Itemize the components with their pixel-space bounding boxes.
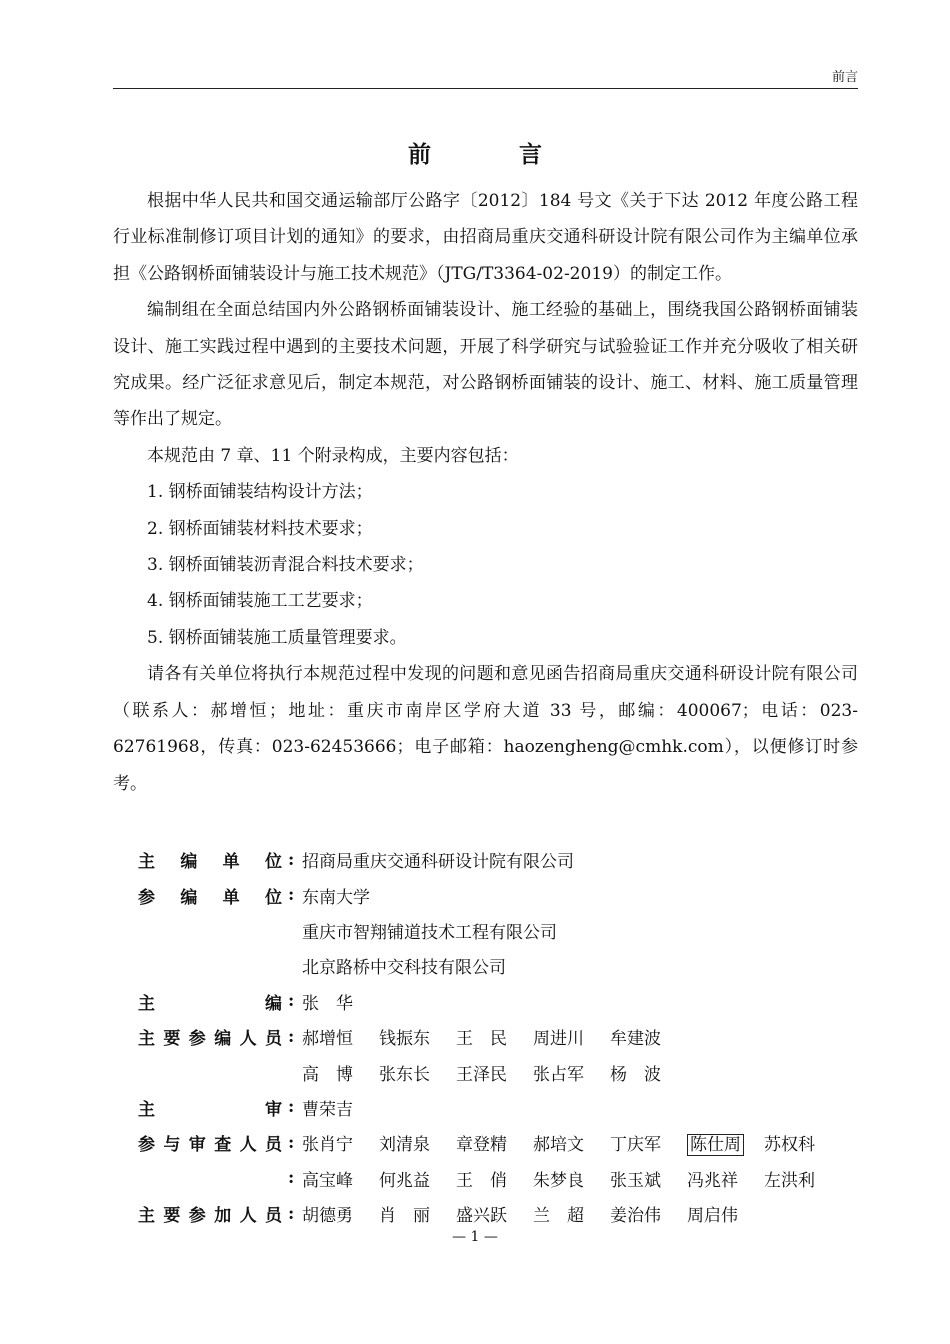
credit-label: 主要参编人员: [138, 1029, 282, 1050]
credit-label: 主要参加人员: [138, 1206, 282, 1227]
credit-row-participants: 主要参加人员 : 胡德勇 肖 丽 盛兴跃 兰 超 姜治伟 周启伟: [138, 1196, 858, 1231]
person-name: 姜治伟: [610, 1206, 661, 1227]
person-name: 张占军: [533, 1064, 584, 1085]
person-name: 郝培文: [533, 1135, 584, 1156]
body-text: [113, 183, 858, 802]
list-item: 4. 钢桥面铺装施工工艺要求；: [147, 591, 373, 612]
person-name: 高 博: [302, 1064, 353, 1085]
credit-row-chief-editor: 主编 : 张 华: [138, 984, 858, 1019]
credit-row-reviewers: 参与审查人员 : 张肖宁 刘清泉 章登精 郝培文 丁庆军 陈仕周 苏权科: [138, 1125, 858, 1160]
person-name: 张东长: [379, 1064, 430, 1085]
credit-row-participating-units: 参编单位 : 东南大学: [138, 877, 858, 912]
person-name: 章登精: [456, 1135, 507, 1156]
person-name: 何兆益: [379, 1170, 430, 1191]
credit-label: 主审: [138, 1099, 282, 1120]
person-name: 胡德勇: [302, 1206, 353, 1227]
credit-value: 招商局重庆交通科研设计院有限公司: [302, 852, 574, 873]
person-name: 兰 超: [533, 1206, 584, 1227]
paragraph-contact: 请各有关单位将执行本规范过程中发现的问题和意见函告招商局重庆交通科研设计院有限公司（联系人：郝增恒；地址：重庆市南岸区学府大道 33 号，邮编：400067；电话：023-62761968，传真：023-62453666；电子邮箱：haozengheng@cmhk.com），以便修订时参考。: [113, 664, 858, 794]
person-name: 王 民: [456, 1029, 507, 1050]
person-name: 高宝峰: [302, 1170, 353, 1191]
person-name: 牟建波: [610, 1029, 661, 1050]
person-name: 左洪利: [764, 1170, 815, 1191]
credit-value: 张 华: [302, 993, 353, 1014]
credit-value: 重庆市智翔铺道技术工程有限公司: [302, 922, 557, 943]
person-name: 张玉斌: [610, 1170, 661, 1191]
credits-block: 主编单位 : 招商局重庆交通科研设计院有限公司 参编单位 : 东南大学 重庆市智翔铺道技术工程有限公司 北京路桥中交科技有限公司 主编 : 张 华 主要参编人员 : 郝增恒 钱振东 王 民 周进川 牟建波 高 博 张东长 王泽民 张占军 杨 波 主审 : 曹荣吉 参与审查人员 : 张肖宁 刘清泉 章登精 郝培文 丁庆军 陈仕周 苏权科 : 高宝峰 何兆益 王 俏 朱梦良 张玉斌 冯兆祥 左洪利 主要参加人员 : 胡德勇 肖 丽 盛兴跃 兰 超 姜治伟 周启伟: [138, 842, 858, 1231]
credit-row-chief-reviewer: 主审 : 曹荣吉: [138, 1090, 858, 1125]
person-name: 钱振东: [379, 1029, 430, 1050]
person-name: 丁庆军: [610, 1135, 661, 1156]
credit-label: 主编单位: [138, 852, 282, 873]
list-item: 5. 钢桥面铺装施工质量管理要求。: [147, 627, 407, 648]
person-name: 周启伟: [687, 1206, 738, 1227]
credit-row-main-editors: 主要参编人员 : 郝增恒 钱振东 王 民 周进川 牟建波: [138, 1019, 858, 1054]
credit-value: 北京路桥中交科技有限公司: [302, 958, 506, 979]
credit-value: 东南大学: [302, 887, 370, 908]
page-title: 前 言: [407, 142, 582, 168]
list-item: 2. 钢桥面铺装材料技术要求；: [147, 518, 373, 539]
paragraph-compilation: 编制组在全面总结国内外公路钢桥面铺装设计、施工经验的基础上，围绕我国公路钢桥面铺装设计、施工实践过程中遇到的主要技术问题，开展了科学研究与试验验证工作并充分吸收了相关研究成果。经广泛征求意见后，制定本规范，对公路钢桥面铺装的设计、施工、材料、施工质量管理等作出了规定。: [113, 300, 858, 430]
person-name: 王 俏: [456, 1170, 507, 1191]
header-rule: [113, 88, 858, 89]
paragraph-basis: 根据中华人民共和国交通运输部厅公路字〔2012〕184 号文《关于下达 2012 年度公路工程行业标准制修订项目计划的通知》的要求，由招商局重庆交通科研设计院有限公司作为主编单位承担《公路钢桥面铺装设计与施工技术规范》（JTG/T3364-02-2019）的制定工作。: [113, 191, 858, 284]
person-name-boxed: 陈仕周: [687, 1134, 744, 1156]
person-name: 郝增恒: [302, 1029, 353, 1050]
person-name: 肖 丽: [379, 1206, 430, 1227]
paragraph-structure: 本规范由 7 章、11 个附录构成，主要内容包括：: [147, 445, 519, 466]
person-name: 朱梦良: [533, 1170, 584, 1191]
list-item: 3. 钢桥面铺装沥青混合料技术要求；: [147, 555, 424, 576]
credit-value: 曹荣吉: [302, 1099, 353, 1120]
person-name: 周进川: [533, 1029, 584, 1050]
running-header: 前言: [831, 70, 858, 85]
person-name: 刘清泉: [379, 1135, 430, 1156]
credit-label: 参编单位: [138, 887, 282, 908]
credit-label: 参与审查人员: [138, 1135, 282, 1156]
credit-row-chief-unit: 主编单位 : 招商局重庆交通科研设计院有限公司: [138, 842, 858, 877]
person-name: 冯兆祥: [687, 1170, 738, 1191]
page-number: — 1 —: [452, 1229, 498, 1245]
person-name: 张肖宁: [302, 1135, 353, 1156]
person-name: 王泽民: [456, 1064, 507, 1085]
person-name: 苏权科: [764, 1135, 815, 1156]
person-name: 杨 波: [610, 1064, 661, 1085]
credit-label: 主编: [138, 993, 282, 1014]
person-name: 盛兴跃: [456, 1206, 507, 1227]
list-item: 1. 钢桥面铺装结构设计方法；: [147, 482, 373, 503]
